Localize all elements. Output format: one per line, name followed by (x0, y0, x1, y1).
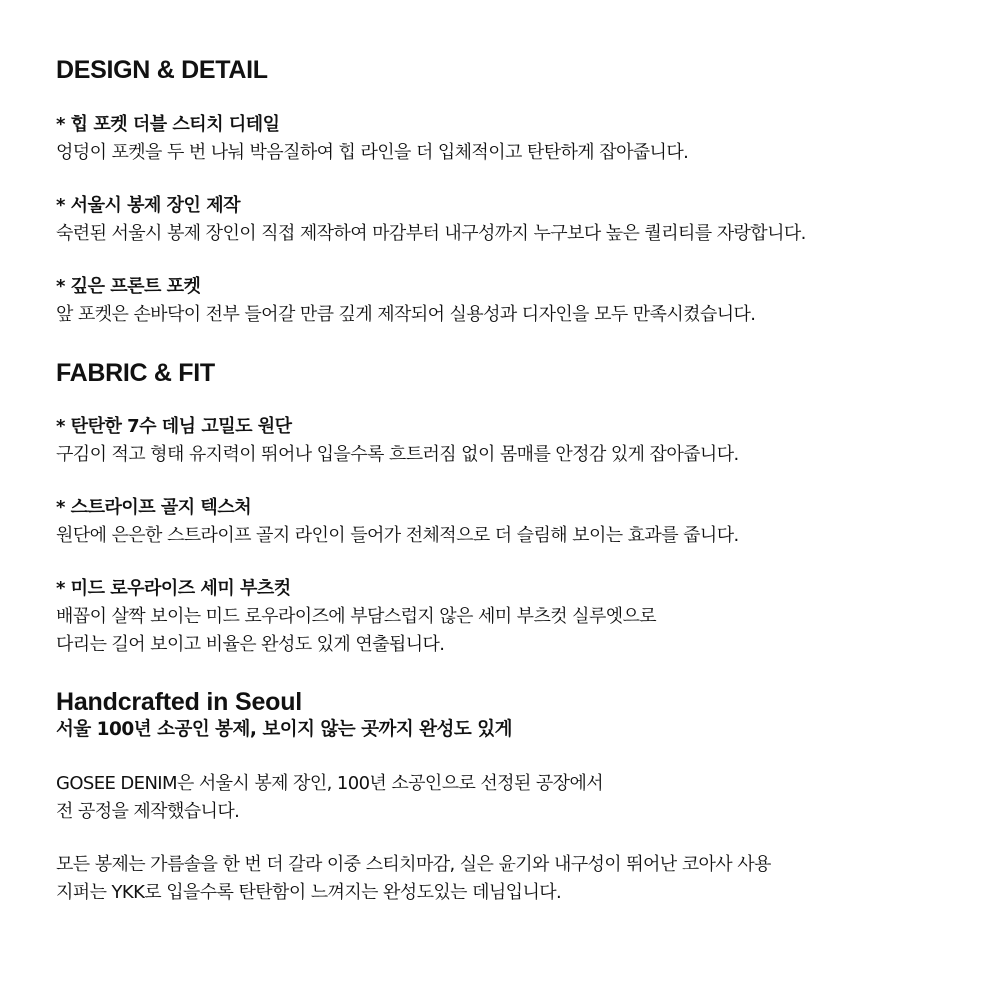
handcrafted-paragraph-2-line-2: 지퍼는 YKK로 입을수록 탄탄함이 느껴지는 완성도있는 데님입니다. (56, 882, 562, 903)
item-text-semi-bootcut-line-1: 배꼽이 살짝 보이는 미드 로우라이즈에 부담스럽지 않은 세미 부츠컷 실루엣으로 (56, 606, 657, 627)
section-heading-handcrafted: Handcrafted in Seoul (56, 688, 303, 716)
item-title-semi-bootcut: * 미드 로우라이즈 세미 부츠컷 (56, 578, 291, 599)
item-text-deep-front-pocket: 앞 포켓은 손바닥이 전부 들어갈 만큼 깊게 제작되어 실용성과 디자인을 모두 만족시켰습니다. (56, 304, 756, 325)
handcrafted-paragraph-2-line-1: 모든 봉제는 가름솔을 한 번 더 갈라 이중 스티치마감, 실은 윤기와 내구성이 뛰어난 코아사 사용 (56, 854, 771, 875)
handcrafted-subheading: 서울 100년 소공인 봉제, 보이지 않는 곳까지 완성도 있게 (56, 719, 512, 740)
item-text-seoul-artisan: 숙련된 서울시 봉제 장인이 직접 제작하여 마감부터 내구성까지 누구보다 높은 퀄리티를 자랑합니다. (56, 223, 806, 244)
item-title-seoul-artisan: * 서울시 봉제 장인 제작 (56, 195, 240, 216)
item-text-semi-bootcut-line-2: 다리는 길어 보이고 비율은 완성도 있게 연출됩니다. (56, 634, 445, 655)
item-title-deep-front-pocket: * 깊은 프론트 포켓 (56, 276, 201, 297)
item-text-stripe-texture: 원단에 은은한 스트라이프 골지 라인이 들어가 전체적으로 더 슬림해 보이는 효과를 줍니다. (56, 525, 739, 546)
section-heading-design-detail: DESIGN & DETAIL (56, 56, 268, 84)
item-text-denim-fabric: 구김이 적고 형태 유지력이 뛰어나 입을수록 흐트러짐 없이 몸매를 안정감 있게 잡아줍니다. (56, 444, 739, 465)
handcrafted-paragraph-1-line-1: GOSEE DENIM은 서울시 봉제 장인, 100년 소공인으로 선정된 공장에서 (56, 773, 604, 794)
item-title-hip-pocket-stitch: * 힙 포켓 더블 스티치 디테일 (56, 114, 280, 135)
item-title-denim-fabric: * 탄탄한 7수 데님 고밀도 원단 (56, 416, 292, 437)
item-title-stripe-texture: * 스트라이프 골지 텍스처 (56, 497, 252, 518)
item-text-hip-pocket-stitch: 엉덩이 포켓을 두 번 나눠 박음질하여 힙 라인을 더 입체적이고 탄탄하게 잡아줍니다. (56, 142, 689, 163)
handcrafted-paragraph-1-line-2: 전 공정을 제작했습니다. (56, 801, 240, 822)
section-heading-fabric-fit: FABRIC & FIT (56, 359, 215, 387)
